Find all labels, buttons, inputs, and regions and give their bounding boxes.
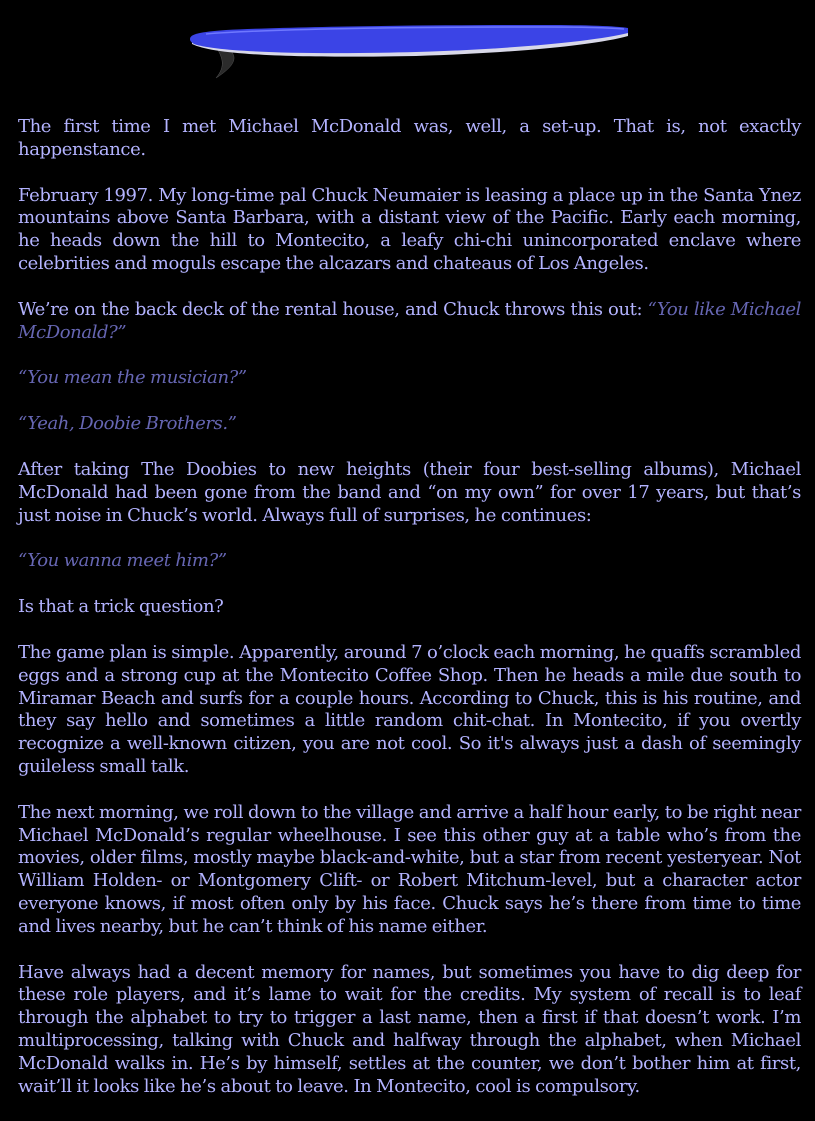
paragraph-trick-question: Is that a trick question? — [18, 596, 224, 618]
paragraph-next-morning: The next morning, we roll down to the village and arrive a half hour early, to be right near Michael McDonald’s regular wheelhouse. I see this other guy at a table who’s from the movies, older films, mostly maybe black-and-white, but a star from recent yesteryear. Not William Holden- or Montgomery Clift- or Robert Mitchum-level, but a character actor everyone knows, if most often only by his face. Chuck says he’s there from time to time and lives nearby, but he can’t think of his name either. — [18, 801, 801, 937]
paragraph-background: After taking The Doobies to new heights (their four best-selling albums), Michael McDonald had been gone from the band and “on my own” for over 17 years, but that’s just noise in Chuck’s world. Always full of surprises, he continues: — [18, 458, 801, 526]
surfboard-illustration — [186, 20, 632, 84]
paragraph-intro: The first time I met Michael McDonald was, well, a set-up. That is, not exactly happenstance. — [18, 116, 801, 160]
surfboard-icon — [186, 20, 632, 84]
paragraph-game-plan: The game plan is simple. Apparently, around 7 o’clock each morning, he quaffs scrambled eggs and a strong cup at the Montecito Coffee Shop. Then he heads a mile due south to Miramar Beach and surfs for a couple hours. According to Chuck, this is his routine, and they say hello and sometimes a little random chit-chat. In Montecito, if you overtly recognize a well-known citizen, you are not cool. So it's always just a dash of seemingly guileless small talk. — [18, 641, 801, 777]
paragraph-setting: February 1997. My long-time pal Chuck Neumaier is leasing a place up in the Santa Ynez mountains above Santa Barbara, with a distant view of the Pacific. Early each morning, he heads down the hill to Montecito, a leafy chi-chi unincorporated enclave where celebrities and moguls escape the alcazars and chateaus of Los Angeles. — [18, 184, 801, 274]
quote-wanna-meet: “You wanna meet him?” — [18, 550, 227, 572]
article-body — [18, 116, 801, 1121]
paragraph-memory: Have always had a decent memory for names, but sometimes you have to dig deep for these role players, and it’s lame to wait for the credits. My system of recall is to leaf through the alphabet to try to trigger a last name, then a first if that doesn’t work. I’m multiprocessing, talking with Chuck and halfway through the alphabet, when Michael McDonald walks in. He’s by himself, settles at the counter, we don’t bother him at first, wait’ll it looks like he’s about to leave. In Montecito, cool is compulsory. — [18, 961, 801, 1097]
paragraph-question-lead: We’re on the back deck of the rental house, and Chuck throws this out: — [18, 298, 648, 320]
quote-doobie-brothers: “Yeah, Doobie Brothers.” — [18, 413, 237, 435]
quote-like-mcdonald: “You like Michael McDonald?” — [18, 298, 801, 343]
paragraph-question — [18, 299, 801, 345]
quote-musician: “You mean the musician?” — [18, 367, 247, 389]
